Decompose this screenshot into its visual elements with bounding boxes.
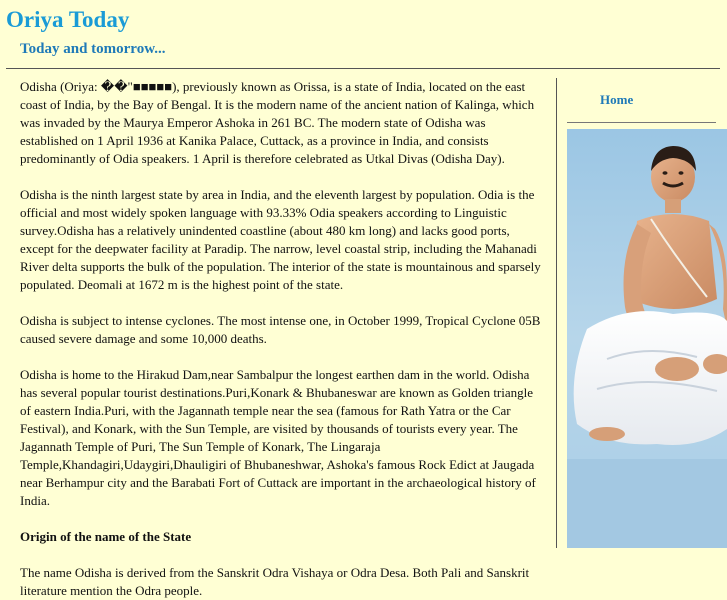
site-header — [0, 0, 727, 70]
section-paragraph: The name Odisha is derived from the Sanskrit Odra Vishaya or Odra Desa. Both Pali and Sanskrit literature mention the Odra people. — [20, 565, 530, 598]
article-paragraph-2: Odisha is the ninth largest state by area in India, and the eleventh largest by population. Odia is the official and most widely spoken language with 93.33% Odia speakers according to Linguistic survey.Odisha has a relatively unindented coastline (about 480 km long) and lacks good ports, except for the deepwater facility at Paradip. The narrow, level coastal strip, including the Mahanadi River delta supports the bulk of the population. The interior of the state is mountainous and sparsely populated. Deomali at 1672 m is the highest point of the state. — [20, 187, 541, 292]
site-title[interactable]: Oriya Today — [6, 7, 130, 32]
article-paragraph-1: Odisha (Oriya: ��"■■■■■), previously known as Orissa, is a state of India, located on the east coast of India, by the Bay of Bengal. It is the modern name of the ancient nation of Kalinga, which was invaded by the Maurya Emperor Ashoka in 261 BC. The modern state of Odisha was established on 1 April 1936 at Kanika Palace, Cuttack, as a province in India, and consists predominantly of Odia speakers. 1 April is therefore celebrated as Utkal Divas (Odisha Day). — [20, 79, 535, 166]
article-paragraph-3: Odisha is subject to intense cyclones. The most intense one, in October 1999, Tropical Cyclone 05B caused severe damage and some 10,000 deaths. — [20, 313, 541, 346]
section-heading: Origin of the name of the State — [20, 529, 192, 544]
article-paragraph-4: Odisha is home to the Hirakud Dam,near Sambalpur the longest earthen dam in the world. Odisha has several popular tourist destinations.Puri,Konark & Bhubaneswar are known as Golden triangle of eastern India.Puri, with the Jagannath temple near the sea (famous for Rath Yatra or the Car Festival), and Konark, with the Sun Temple, are visited by thousands of tourists every year. The Jagannath Temple of Puri, The Sun Temple of Konark, The Lingaraja Temple,Khandagiri,Udaygiri,Dhauligiri of Bhubaneshwar, Ashoka's famous Rock Edict at Jaugada near Berhampur city and the Barabati Fort of Cuttack are important in the archaeological history of India. — [20, 367, 536, 508]
sidebar — [557, 78, 727, 548]
portrait-illustration — [567, 129, 727, 548]
portrait-image — [567, 129, 727, 548]
nav-home-link[interactable]: Home — [600, 92, 634, 107]
sidebar-divider — [567, 122, 716, 123]
main-content — [20, 78, 546, 598]
header-divider — [6, 68, 720, 69]
site-tagline: Today and tomorrow... — [20, 41, 166, 57]
